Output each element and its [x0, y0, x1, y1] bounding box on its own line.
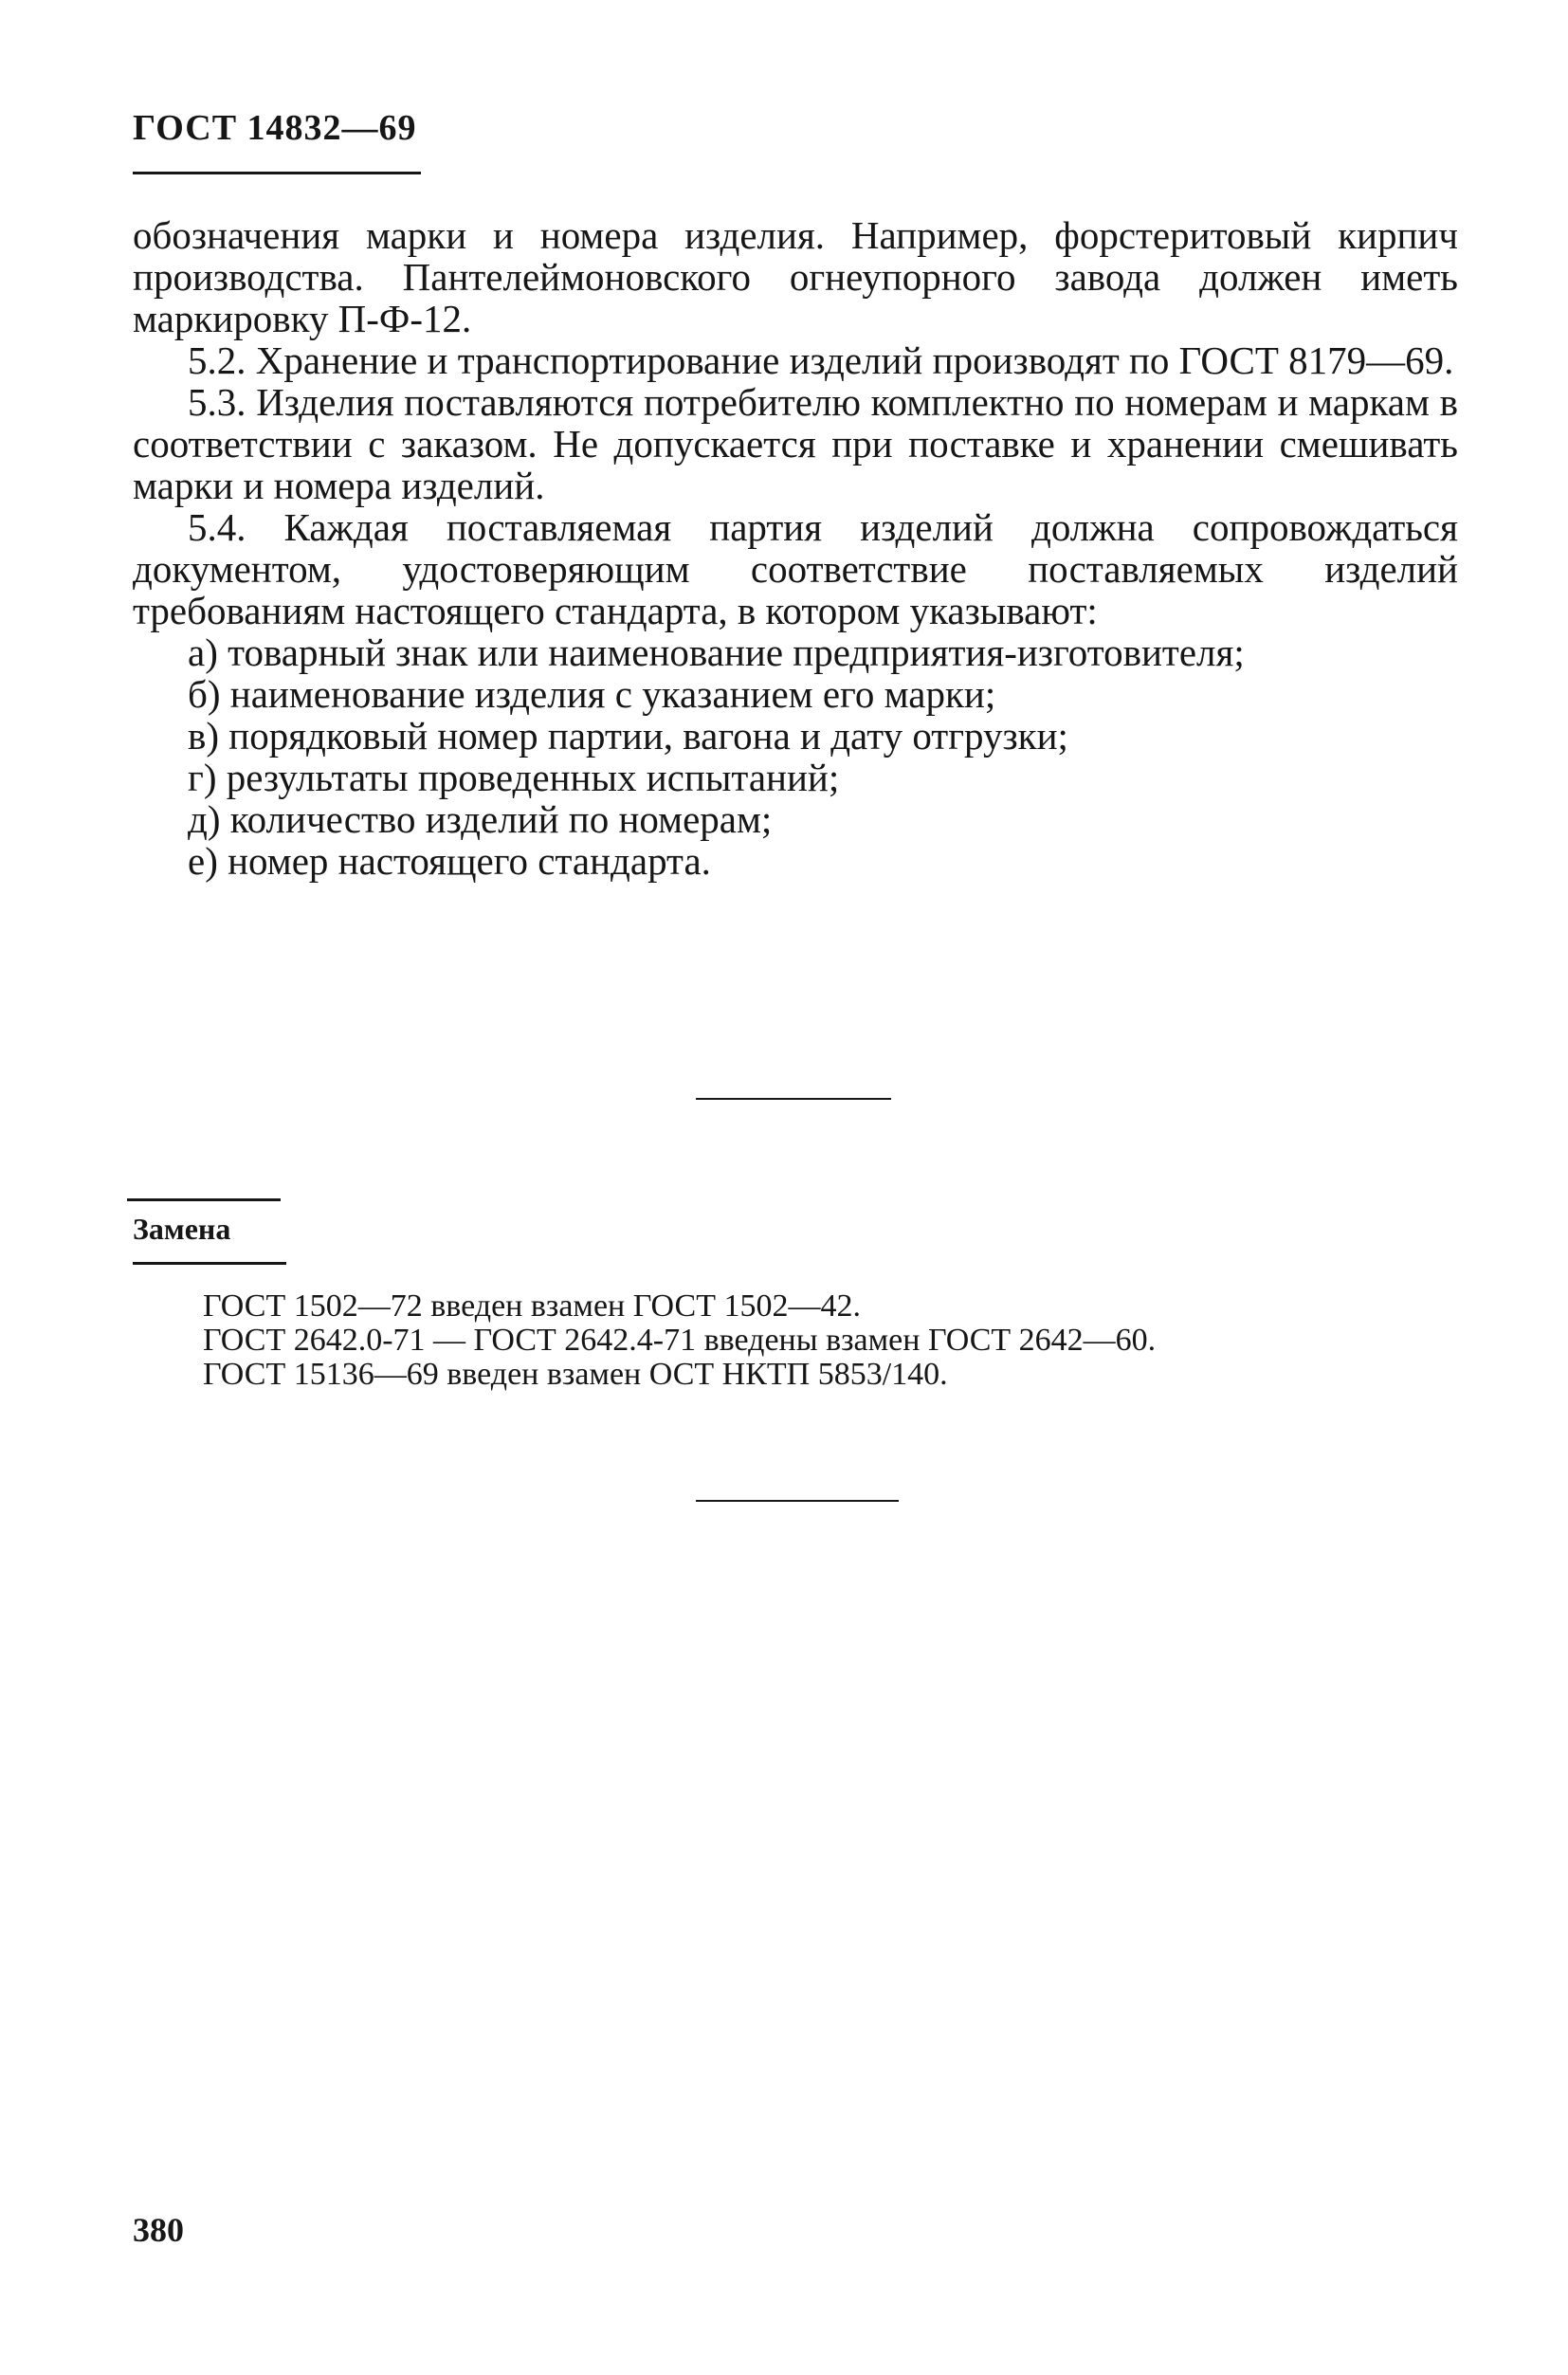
list-item: б) наименование изделия с указанием его марки;: [188, 672, 996, 716]
list-item: в) порядковый номер партии, вагона и дату отгрузки;: [188, 714, 1068, 758]
section-divider: [696, 1098, 891, 1100]
end-divider: [696, 1500, 899, 1502]
replacement-bottom-rule: [133, 1262, 286, 1265]
list-item: е) номер настоящего стандарта.: [188, 839, 711, 883]
requirements-list: [133, 631, 1458, 882]
list-item: а) товарный знак или наименование предприятия-изготовителя;: [188, 630, 1245, 674]
paragraph-5-4: 5.4. Каждая поставляемая партия изделий должна сопровождаться документом, удостоверяющим соответствие поставляемых изделий требованиям настоящего стандарта, в котором указывают:: [133, 505, 1458, 632]
replacement-line: ГОСТ 15136—69 введен взамен ОСТ НКТП 5853/140.: [203, 1357, 948, 1392]
replacement-heading: Замена: [133, 1212, 231, 1246]
document-header-title: ГОСТ 14832—69: [133, 108, 417, 148]
replacement-line: ГОСТ 1502—72 введен взамен ГОСТ 1502—42.: [203, 1288, 861, 1324]
page-number: 380: [133, 2211, 184, 2249]
paragraph-5-3: 5.3. Изделия поставляются потребителю комплектно по номерам и маркам в соответствии с заказом. Не допускается при поставке и хранении смешивать марки и номера изделий.: [133, 380, 1458, 507]
replacement-top-rule: [127, 1198, 281, 1201]
header-underline: [133, 172, 421, 174]
replacement-line: ГОСТ 2642.0-71 — ГОСТ 2642.4-71 введены взамен ГОСТ 2642—60.: [203, 1323, 1157, 1358]
main-text: [133, 214, 1458, 882]
list-item: г) результаты проведенных испытаний;: [188, 756, 840, 799]
paragraph-continuation: обозначения марки и номера изделия. Например, форстеритовый кирпич производства. Пантелеймоновского огнеупорного завода должен иметь маркировку П-Ф-12.: [133, 213, 1458, 340]
list-item: д) количество изделий по номерам;: [188, 797, 773, 841]
replacement-notes: [203, 1289, 1435, 1392]
paragraph-5-2: 5.2. Хранение и транспортирование изделий производят по ГОСТ 8179—69.: [188, 338, 1454, 382]
